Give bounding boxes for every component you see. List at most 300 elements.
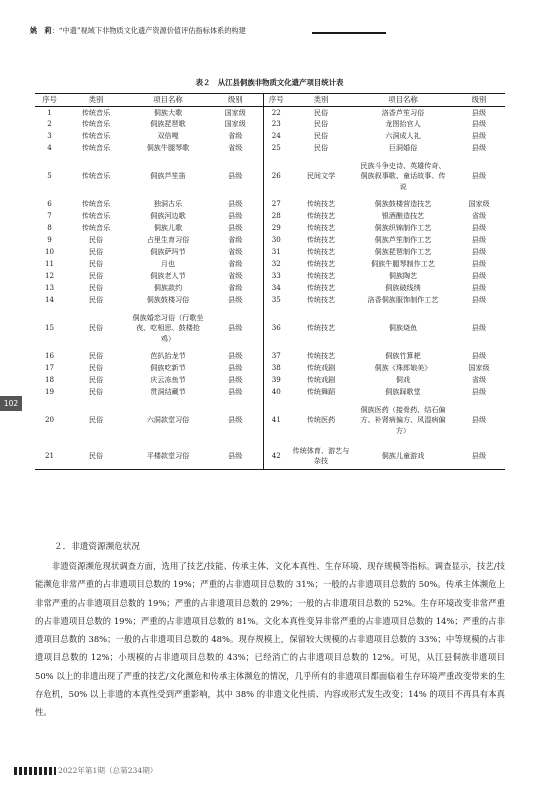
cell-text: 24 xyxy=(271,131,281,141)
cell-text: 侗族医药（接骨药、结石偏方、补肾病偏方、风湿病偏方） xyxy=(360,405,446,435)
cell-category xyxy=(289,131,353,143)
running-head xyxy=(30,26,246,36)
cell-seq xyxy=(35,143,64,155)
cell-seq xyxy=(35,399,64,443)
cell-text: 平楼款堂习俗 xyxy=(146,450,190,460)
cell-text: 侗族河边歌 xyxy=(150,211,186,221)
cell-item xyxy=(353,131,453,143)
cell-level xyxy=(453,199,505,211)
cell-item xyxy=(128,307,208,351)
cell-seq xyxy=(263,443,289,470)
cell-seq xyxy=(263,259,289,271)
cell-category xyxy=(289,199,353,211)
cell-text: 侗族《珠郎娘美》 xyxy=(374,363,432,373)
cell-text: 洛香芦笙习俗 xyxy=(381,107,425,117)
heritage-items-table xyxy=(35,93,505,470)
cell-level xyxy=(208,259,263,271)
cell-text: 县级 xyxy=(228,415,243,425)
cell-category xyxy=(289,283,353,295)
cell-seq xyxy=(263,223,289,235)
cell-text: 传统技艺 xyxy=(306,199,336,209)
cell-seq xyxy=(35,235,64,247)
cell-item xyxy=(353,399,453,443)
cell-category xyxy=(64,235,128,247)
cell-seq xyxy=(35,307,64,351)
cell-text: 17 xyxy=(44,363,54,373)
cell-category xyxy=(64,387,128,399)
table-row xyxy=(35,131,505,143)
cell-level xyxy=(208,223,263,235)
cell-text: 侗族竹算耙 xyxy=(385,351,421,361)
cell-text: 传统音乐 xyxy=(81,223,111,233)
cell-text: 县级 xyxy=(228,450,243,460)
cell-level xyxy=(208,131,263,143)
cell-text: 传统技艺 xyxy=(306,323,336,333)
cell-text: 29 xyxy=(271,223,281,233)
cell-text: 县级 xyxy=(228,351,243,361)
cell-seq xyxy=(35,199,64,211)
cell-item xyxy=(128,259,208,271)
cell-item xyxy=(353,443,453,470)
cell-text: 25 xyxy=(271,143,281,153)
cell-category xyxy=(289,387,353,399)
table-row xyxy=(35,119,505,131)
cell-item xyxy=(128,295,208,307)
cell-seq xyxy=(35,155,64,199)
cell-category xyxy=(289,259,353,271)
cell-item xyxy=(128,363,208,375)
cell-item xyxy=(128,351,208,363)
column-header: 项目名称 xyxy=(353,94,453,107)
table-row xyxy=(35,155,505,199)
cell-level xyxy=(453,443,505,470)
cell-seq xyxy=(35,107,64,119)
cell-text: 侗戏 xyxy=(395,375,411,385)
cell-category xyxy=(64,119,128,131)
cell-text: 侗族款约 xyxy=(153,283,183,293)
cell-level xyxy=(208,283,263,295)
cell-text: 六洞成人礼 xyxy=(385,131,421,141)
cell-text: 独洞古乐 xyxy=(153,199,183,209)
cell-text: 传统医药 xyxy=(306,415,336,425)
cell-text: 县级 xyxy=(471,259,487,269)
cell-category xyxy=(289,211,353,223)
cell-level xyxy=(453,271,505,283)
cell-seq xyxy=(35,375,64,387)
cell-category xyxy=(64,363,128,375)
cell-text: 11 xyxy=(44,259,54,269)
cell-text: 六洞款堂习俗 xyxy=(146,415,190,425)
cell-item xyxy=(353,307,453,351)
cell-level xyxy=(208,307,263,351)
cell-text: 10 xyxy=(44,247,54,257)
cell-text: 侗族琵琶制作工艺 xyxy=(374,247,432,257)
cell-text: 双倍嘎 xyxy=(157,131,179,141)
table-body xyxy=(35,107,505,470)
cell-text: 23 xyxy=(271,119,281,129)
cell-level xyxy=(208,295,263,307)
cell-category xyxy=(289,295,353,307)
table-row xyxy=(35,387,505,399)
cell-item xyxy=(128,247,208,259)
cell-seq xyxy=(263,351,289,363)
cell-level xyxy=(453,143,505,155)
cell-category xyxy=(64,283,128,295)
cell-text: 占里生育习俗 xyxy=(146,235,190,245)
cell-text: 32 xyxy=(271,259,281,269)
cell-item xyxy=(128,443,208,470)
cell-text: 侗族琵琶歌 xyxy=(150,119,186,129)
table-row xyxy=(35,199,505,211)
page-number-tab: 102 xyxy=(0,396,22,411)
cell-category xyxy=(64,107,128,119)
cell-seq xyxy=(35,271,64,283)
cell-category xyxy=(289,247,353,259)
cell-text: 民俗 xyxy=(88,235,104,245)
cell-text: 龙图抬官人 xyxy=(385,119,421,129)
cell-level xyxy=(453,283,505,295)
table-row xyxy=(35,235,505,247)
cell-text: 侗族鼓楼习俗 xyxy=(146,295,190,305)
cell-seq xyxy=(263,247,289,259)
cell-level xyxy=(208,199,263,211)
cell-category xyxy=(64,295,128,307)
cell-text: 巨洞婚俗 xyxy=(388,143,418,153)
table-header-row xyxy=(35,94,505,107)
cell-text: 省级 xyxy=(228,247,243,257)
cell-text: 县级 xyxy=(471,295,487,305)
cell-seq xyxy=(263,211,289,223)
cell-category xyxy=(64,211,128,223)
cell-text: 39 xyxy=(271,375,281,385)
cell-text: 40 xyxy=(271,387,281,397)
cell-text: 侗族老人节 xyxy=(150,271,186,281)
cell-item xyxy=(353,363,453,375)
cell-level xyxy=(453,247,505,259)
cell-text: 侗族萨玛节 xyxy=(150,247,186,257)
cell-level xyxy=(453,131,505,143)
cell-item xyxy=(128,375,208,387)
cell-category xyxy=(289,119,353,131)
cell-text: 2 xyxy=(47,119,52,129)
cell-item xyxy=(128,399,208,443)
cell-text: 侗族儿童游戏 xyxy=(381,450,425,460)
cell-level xyxy=(453,259,505,271)
column-header: 级别 xyxy=(453,94,505,107)
cell-level xyxy=(453,295,505,307)
cell-level xyxy=(208,143,263,155)
cell-item xyxy=(353,211,453,223)
column-header: 序号 xyxy=(35,94,64,107)
cell-text: 民俗 xyxy=(88,295,104,305)
cell-text: 侗族婚恋习俗（行歌坐夜、吃相思、鼓楼抢鸡） xyxy=(132,313,204,343)
cell-seq xyxy=(263,155,289,199)
cell-seq xyxy=(35,259,64,271)
cell-category xyxy=(64,351,128,363)
cell-text: 侗族鼓楼营造技艺 xyxy=(374,199,432,209)
cell-level xyxy=(208,443,263,470)
cell-text: 8 xyxy=(47,223,52,233)
cell-text: 国家级 xyxy=(468,363,490,373)
table-row xyxy=(35,375,505,387)
cell-seq xyxy=(35,247,64,259)
cell-text: 37 xyxy=(271,351,281,361)
cell-text: 侗族吃新节 xyxy=(150,363,186,373)
running-head-rule xyxy=(312,32,386,34)
cell-text: 县级 xyxy=(471,235,487,245)
cell-text: 传统技艺 xyxy=(306,211,336,221)
cell-seq xyxy=(263,235,289,247)
cell-text: 省级 xyxy=(228,235,243,245)
cell-text: 省级 xyxy=(228,271,243,281)
column-header: 序号 xyxy=(263,94,289,107)
cell-category xyxy=(289,223,353,235)
cell-level xyxy=(453,375,505,387)
cell-text: 传统舞蹈 xyxy=(306,387,336,397)
table-row xyxy=(35,399,505,443)
cell-text: 县级 xyxy=(228,171,243,181)
cell-category xyxy=(64,155,128,199)
cell-item xyxy=(128,235,208,247)
cell-level xyxy=(208,351,263,363)
cell-level xyxy=(208,271,263,283)
cell-text: 33 xyxy=(271,271,281,281)
cell-text: 国家级 xyxy=(224,119,246,129)
cell-category xyxy=(289,443,353,470)
cell-text: 18 xyxy=(44,375,54,385)
cell-text: 民俗 xyxy=(313,143,329,153)
cell-text: 芭扒抬龙节 xyxy=(150,351,186,361)
cell-text: 传统技艺 xyxy=(306,235,336,245)
cell-item xyxy=(128,283,208,295)
cell-category xyxy=(64,307,128,351)
cell-text: 省级 xyxy=(228,283,243,293)
cell-seq xyxy=(35,363,64,375)
table-row xyxy=(35,223,505,235)
cell-text: 银酒酿造技艺 xyxy=(381,211,425,221)
cell-level xyxy=(208,155,263,199)
table-row xyxy=(35,143,505,155)
body-paragraph: 非遗资源濒危现状调查方面，选用了技艺/技能、传承主体、文化本真性、生存环境、现存规模等指标。调查显示，技艺/技能濒危非常严重的占非遗项目总数的 19%；严重的占非遗项目总数的 31%；一般的占非遗项目总数的 50%。传承主体濒危上非常严重的占非遗项目总数的 19%；严重的占非遗项目总数的 29%；一般的占非遗项目总数的 52%。生存环境改变非常严重的占非遗项目总数的 19%；严重的占非遗项目总数的 81%。文化本真性变异非常严重的占非遗项目总数的 14%；严重的占非遗项目总数的 38%；一般的占非遗项目总数的 48%。现存规模上，保留较大规模的占非遗项目总数的 33%；中等规模的占非遗项目总数的 12%；小规模的占非遗项目总数的 43%；已经消亡的占非遗项目总数的 12%。可见，从江县侗族非遗项目 50% 以上的非遗出现了严重的技艺/文化濒危和传承主体濒危的情况，几乎所有的非遗项目都面临着生存环境严重改变带来的生存危机，50% 以上非遗的本真性受到严重影响，其中 38% 的非遗文化性质、内容或形式发生改变；14% 的项目不再具有本真性。 xyxy=(35,561,505,718)
cell-text: 县级 xyxy=(228,211,243,221)
cell-text: 民俗 xyxy=(313,107,329,117)
table-row xyxy=(35,107,505,119)
cell-seq xyxy=(263,143,289,155)
table-row xyxy=(35,211,505,223)
cell-text: 41 xyxy=(271,415,281,425)
cell-level xyxy=(453,351,505,363)
cell-level xyxy=(208,375,263,387)
cell-level xyxy=(208,119,263,131)
cell-text: 5 xyxy=(47,171,52,181)
cell-text: 省级 xyxy=(228,259,243,269)
cell-item xyxy=(353,247,453,259)
cell-seq xyxy=(35,295,64,307)
cell-text: 国家级 xyxy=(224,107,246,117)
cell-level xyxy=(453,223,505,235)
cell-text: 民俗 xyxy=(88,387,104,397)
cell-item xyxy=(128,211,208,223)
cell-text: 县级 xyxy=(471,415,487,425)
cell-item xyxy=(128,271,208,283)
cell-item xyxy=(128,387,208,399)
cell-text: 民俗 xyxy=(88,351,104,361)
cell-item xyxy=(128,107,208,119)
cell-text: 27 xyxy=(271,199,281,209)
cell-text: 传统体育、游艺与杂技 xyxy=(292,445,350,465)
cell-text: 县级 xyxy=(228,295,243,305)
cell-item xyxy=(353,295,453,307)
cell-text: 县级 xyxy=(228,363,243,373)
column-header: 项目名称 xyxy=(128,94,208,107)
cell-text: 22 xyxy=(271,107,281,117)
cell-text: 侗族大歌 xyxy=(153,107,183,117)
table-row xyxy=(35,283,505,295)
cell-text: 县级 xyxy=(471,119,487,129)
cell-text: 民俗 xyxy=(88,375,104,385)
cell-category xyxy=(289,155,353,199)
cell-category xyxy=(289,271,353,283)
cell-text: 民俗 xyxy=(313,131,329,141)
cell-text: 6 xyxy=(47,199,52,209)
cell-text: 26 xyxy=(271,171,281,181)
cell-level xyxy=(208,363,263,375)
cell-text: 县级 xyxy=(471,247,487,257)
cell-text: 侗族烧鱼 xyxy=(388,323,418,333)
cell-category xyxy=(289,235,353,247)
cell-text: 县级 xyxy=(228,375,243,385)
cell-seq xyxy=(263,119,289,131)
cell-text: 县级 xyxy=(471,143,487,153)
table-row xyxy=(35,259,505,271)
cell-seq xyxy=(35,387,64,399)
cell-text: 13 xyxy=(44,283,54,293)
cell-text: 县级 xyxy=(228,387,243,397)
cell-seq xyxy=(263,199,289,211)
cell-item xyxy=(128,143,208,155)
cell-category xyxy=(64,399,128,443)
cell-item xyxy=(353,119,453,131)
cell-text: 县级 xyxy=(471,271,487,281)
cell-item xyxy=(353,235,453,247)
cell-seq xyxy=(263,295,289,307)
cell-text: 侗族破线绣 xyxy=(385,283,421,293)
cell-text: 县级 xyxy=(471,450,487,460)
cell-level xyxy=(453,363,505,375)
cell-text: 贯洞结藏节 xyxy=(150,387,186,397)
cell-text: 侗族牛腿琴歌 xyxy=(146,143,190,153)
cell-level xyxy=(208,399,263,443)
cell-level xyxy=(453,211,505,223)
footer-stripe-decoration xyxy=(14,767,56,775)
cell-seq xyxy=(263,363,289,375)
cell-text: 县级 xyxy=(228,199,243,209)
table-caption: 表２ 从江县侗族非物质文化遗产项目统计表 xyxy=(195,78,344,87)
cell-item xyxy=(128,119,208,131)
cell-text: 县级 xyxy=(471,351,487,361)
cell-seq xyxy=(35,351,64,363)
cell-text: 侗族牛腿琴制作工艺 xyxy=(371,259,435,269)
cell-level xyxy=(453,307,505,351)
cell-text: 4 xyxy=(47,143,52,153)
cell-level xyxy=(208,247,263,259)
cell-text: 县级 xyxy=(471,283,487,293)
cell-text: 15 xyxy=(44,323,54,333)
cell-seq xyxy=(263,375,289,387)
cell-level xyxy=(208,235,263,247)
cell-item xyxy=(353,271,453,283)
cell-level xyxy=(453,107,505,119)
cell-seq xyxy=(35,211,64,223)
cell-item xyxy=(128,155,208,199)
cell-seq xyxy=(35,223,64,235)
cell-level xyxy=(453,119,505,131)
running-head-author: 姚 莉 xyxy=(30,26,52,35)
cell-seq xyxy=(35,119,64,131)
cell-text: 传统音乐 xyxy=(81,107,111,117)
table-row xyxy=(35,247,505,259)
cell-text: 民俗 xyxy=(88,259,104,269)
cell-text: 民俗 xyxy=(88,450,104,460)
cell-text: 民俗 xyxy=(88,247,104,257)
cell-seq xyxy=(35,443,64,470)
cell-category xyxy=(64,199,128,211)
cell-item xyxy=(128,223,208,235)
cell-category xyxy=(64,271,128,283)
cell-text: 传统音乐 xyxy=(81,131,111,141)
cell-category xyxy=(64,375,128,387)
cell-text: 14 xyxy=(44,295,54,305)
cell-text: 42 xyxy=(271,450,281,460)
cell-text: 县级 xyxy=(471,223,487,233)
cell-text: 36 xyxy=(271,323,281,333)
cell-text: 31 xyxy=(271,247,281,257)
cell-item xyxy=(353,283,453,295)
cell-item xyxy=(353,351,453,363)
column-header: 类别 xyxy=(64,94,128,107)
cell-item xyxy=(353,155,453,199)
cell-text: 省级 xyxy=(228,131,243,141)
cell-text: 传统技艺 xyxy=(306,259,336,269)
cell-text: 侗族陶艺 xyxy=(388,271,418,281)
table-row xyxy=(35,307,505,351)
table-row xyxy=(35,351,505,363)
cell-text: 民间文学 xyxy=(306,171,336,181)
cell-text: 庆云冻鱼节 xyxy=(150,375,186,385)
cell-text: 民俗 xyxy=(313,119,329,129)
cell-text: 月也 xyxy=(160,259,176,269)
cell-category xyxy=(64,143,128,155)
cell-text: 传统音乐 xyxy=(81,171,111,181)
cell-category xyxy=(289,375,353,387)
cell-category xyxy=(64,131,128,143)
cell-text: 县级 xyxy=(471,131,487,141)
cell-category xyxy=(289,351,353,363)
cell-item xyxy=(128,131,208,143)
cell-category xyxy=(64,443,128,470)
cell-seq xyxy=(263,283,289,295)
cell-text: 县级 xyxy=(471,387,487,397)
cell-text: 传统技艺 xyxy=(306,223,336,233)
cell-text: 传统技艺 xyxy=(306,283,336,293)
cell-item xyxy=(128,199,208,211)
cell-category xyxy=(289,399,353,443)
table-row xyxy=(35,363,505,375)
cell-text: 传统技艺 xyxy=(306,247,336,257)
cell-item xyxy=(353,199,453,211)
table-row xyxy=(35,271,505,283)
cell-category xyxy=(289,363,353,375)
